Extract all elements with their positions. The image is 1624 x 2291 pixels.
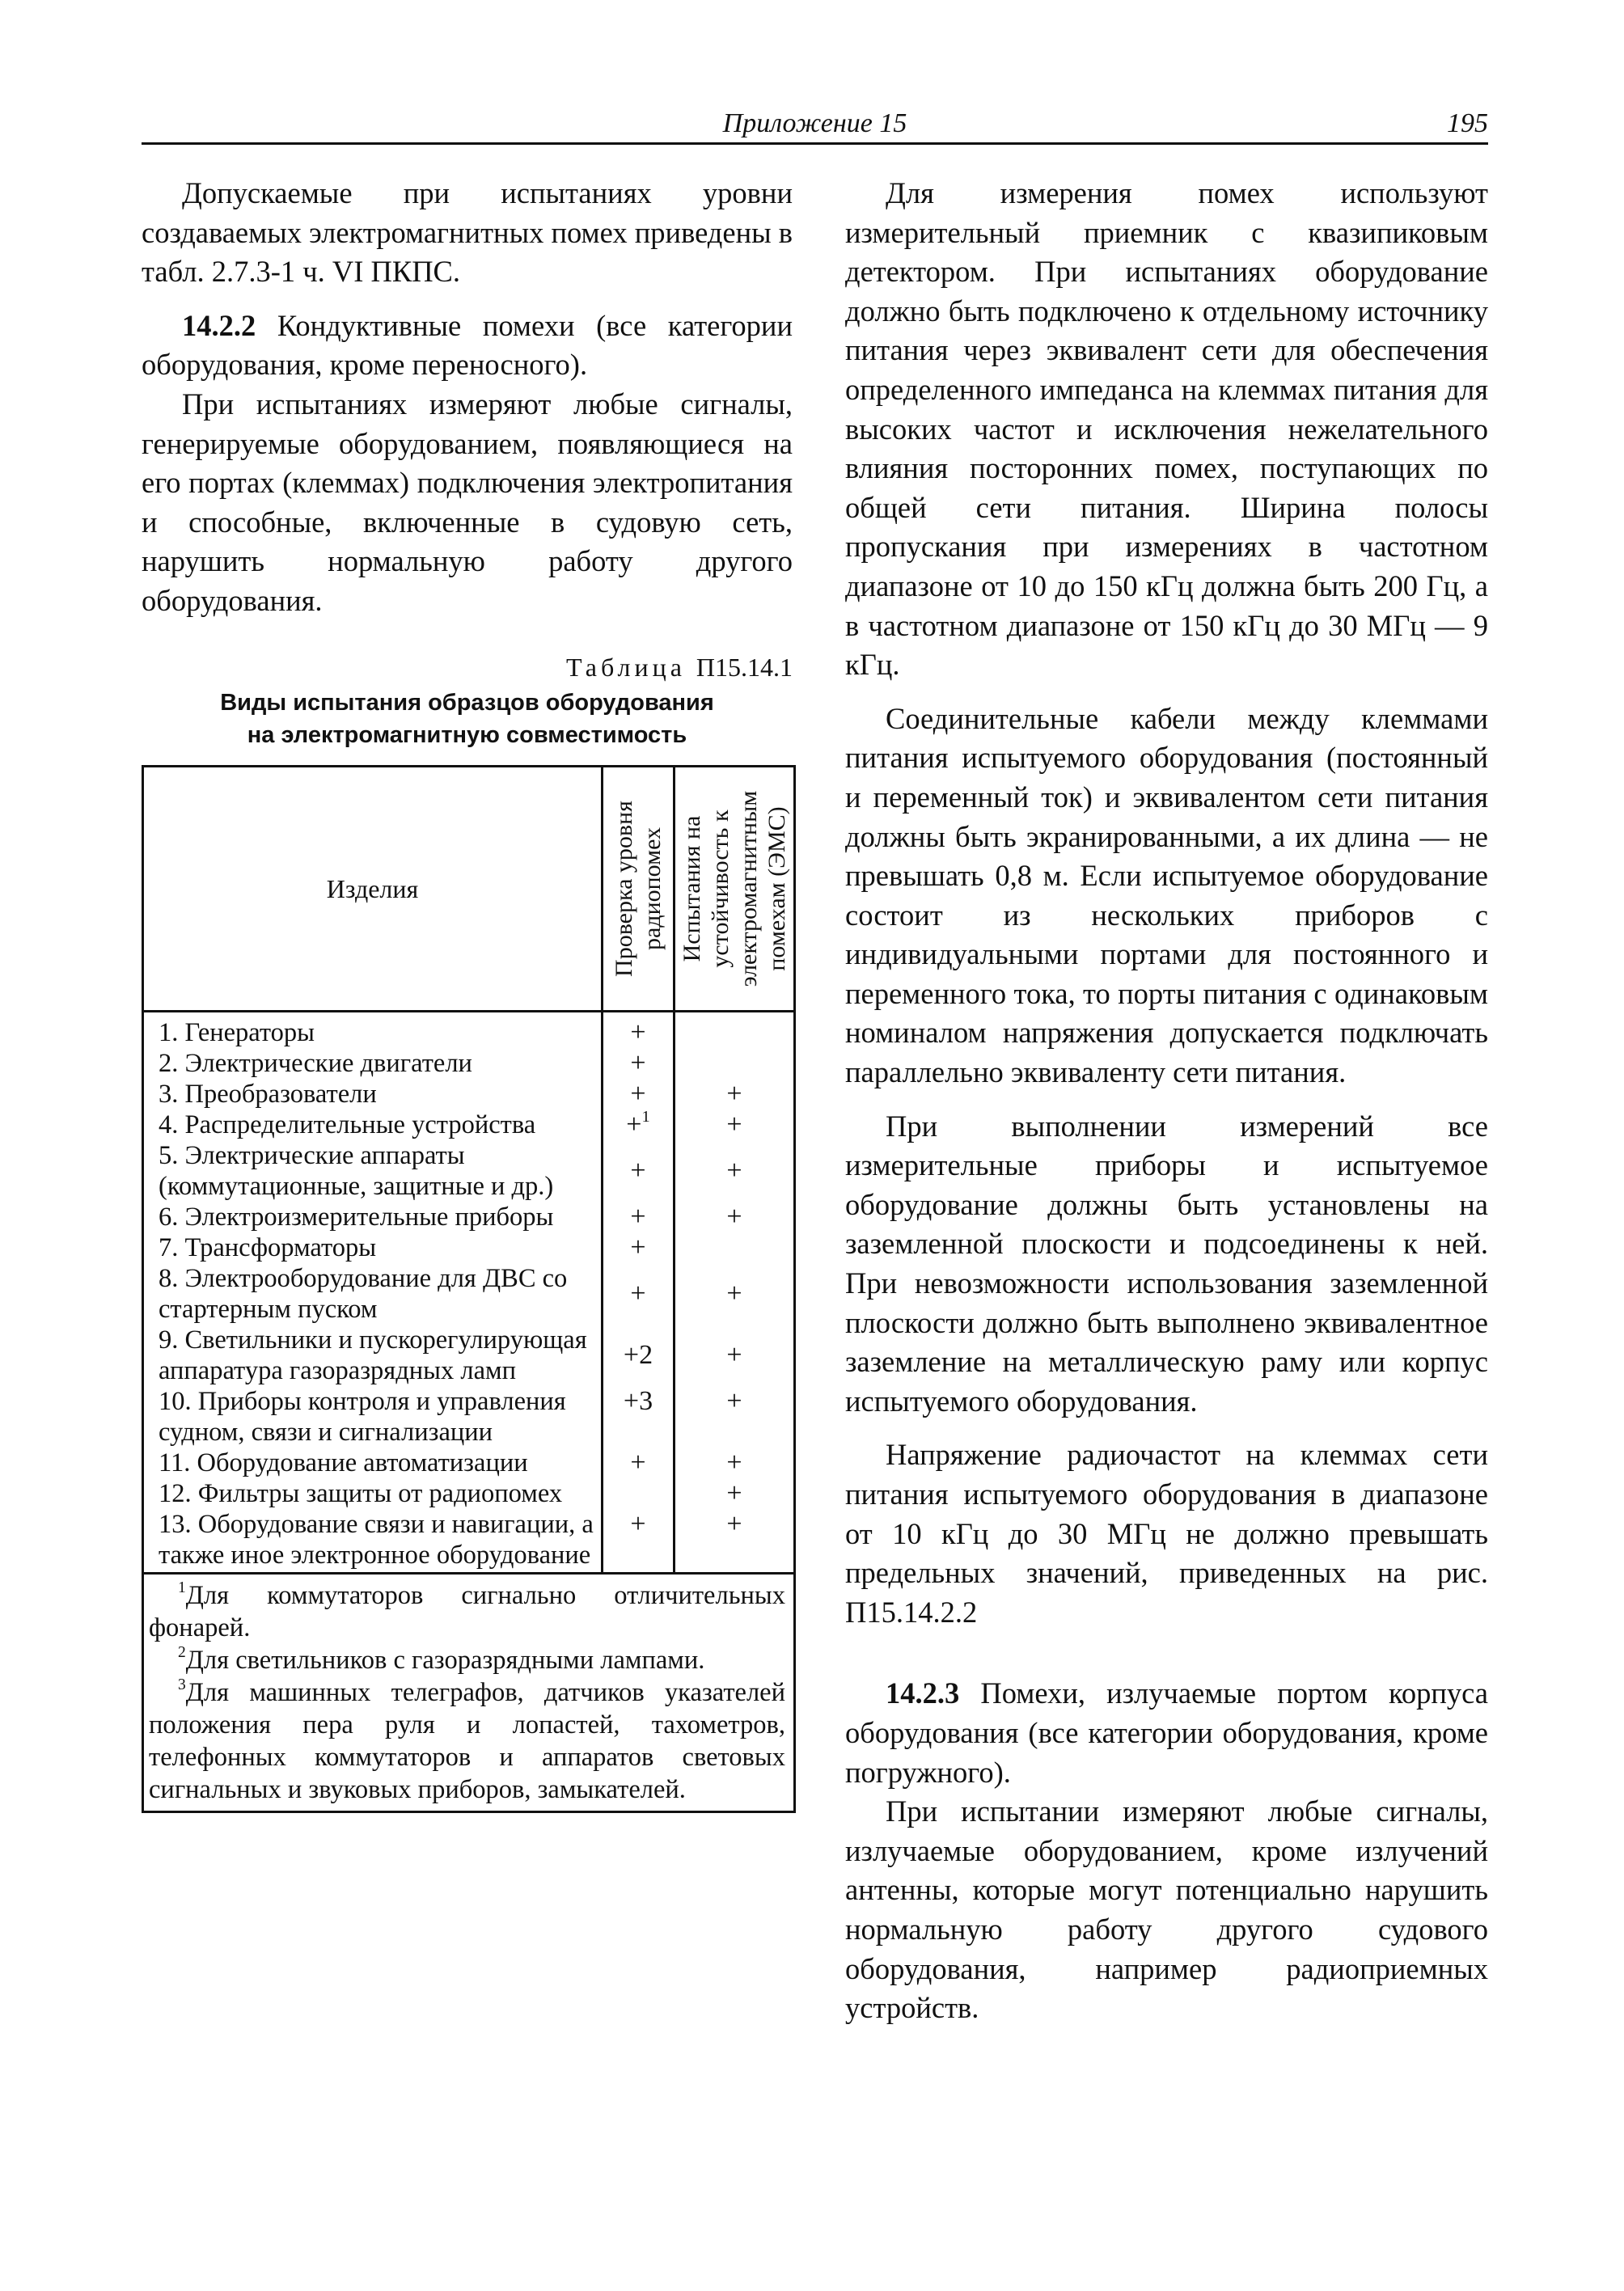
running-title: Приложение 15 <box>722 108 907 138</box>
section-14-2-2-heading <box>142 306 793 385</box>
emc-mark: + <box>675 1079 795 1110</box>
product-name: 6. Электроизмерительные приборы <box>143 1202 603 1232</box>
radio-check-mark <box>603 1263 675 1325</box>
table-row <box>143 1386 795 1448</box>
table-row <box>143 1509 795 1574</box>
right-paragraph-4: Напряжение радиочастот на клеммах сети питания испытуемого оборудования в диапазоне от 10 кГц до 30 МГц не должно превышать предельных значений, приведенных на рис. П15.14.2.2 <box>845 1438 1488 1629</box>
right-column <box>845 174 1488 2028</box>
emc-mark: + <box>675 1509 795 1574</box>
column-header-emc-text: Испытания на устойчивость к электромагнитным помехам (ЭМС) <box>679 790 790 987</box>
table-notes-row <box>143 1574 795 1812</box>
table-row <box>143 1110 795 1140</box>
footnote-text: Для коммутаторов сигнально отличительных фонарей. <box>149 1581 785 1642</box>
table-row <box>143 1202 795 1232</box>
page-header <box>142 104 1488 145</box>
equipment-test-table <box>142 765 796 1813</box>
radio-check-mark-value: + <box>630 1448 646 1477</box>
radio-check-mark-value: + <box>630 1232 646 1262</box>
product-name: 9. Светильники и пускорегулирующая аппаратура газоразрядных ламп <box>143 1325 603 1386</box>
product-name: 7. Трансформаторы <box>143 1232 603 1263</box>
radio-check-mark <box>603 1012 675 1049</box>
product-name: 10. Приборы контроля и управления судном, связи и сигнализации <box>143 1386 603 1448</box>
product-name: 12. Фильтры защиты от радиопомех <box>143 1478 603 1509</box>
emc-mark: + <box>675 1386 795 1448</box>
radio-check-mark <box>603 1509 675 1574</box>
emc-mark <box>675 1048 795 1079</box>
column-header-radio-check-text: Проверка уровня радиопомех <box>611 801 666 977</box>
radio-check-mark <box>603 1202 675 1232</box>
page-number: 195 <box>1447 108 1488 138</box>
radio-check-mark <box>603 1079 675 1110</box>
section-title: Кондуктивные помехи (все категории оборудования, кроме переносного). <box>142 308 793 382</box>
right-paragraph-2: Соединительные кабели между клеммами питания испытуемого оборудования (постоянный и переменный ток) и эквивалентом сети питания должны быть экранированными, а их длина — не превышать 0,8 м. Если испытуемое оборудование состоит из нескольких приборов с индивидуальными портами для постоянного и переменного тока, то порты питания с одинаковым номиналом напряжения допускается подключать параллельно эквиваленту сети питания. <box>845 701 1488 1089</box>
radio-check-mark <box>603 1448 675 1478</box>
radio-check-mark-value: + <box>630 1202 646 1232</box>
table-number-value: П15.14.1 <box>696 653 793 682</box>
product-name: 13. Оборудование связи и навигации, а также иное электронное оборудование <box>143 1509 603 1574</box>
radio-check-mark-value: +3 <box>623 1386 653 1416</box>
footnote-marker: 1 <box>641 1107 650 1126</box>
left-column <box>142 174 793 621</box>
table-row <box>143 1325 795 1386</box>
product-name: 1. Генераторы <box>143 1012 603 1049</box>
footnote-number: 2 <box>178 1644 186 1662</box>
table-header-row <box>143 767 795 1012</box>
radio-check-mark <box>603 1140 675 1202</box>
emc-mark: + <box>675 1202 795 1232</box>
radio-check-mark <box>603 1048 675 1079</box>
radio-check-mark <box>603 1107 675 1140</box>
radio-check-mark-value: + <box>630 1156 646 1186</box>
footnote-number: 3 <box>178 1676 186 1694</box>
radio-check-mark-value: + <box>630 1509 646 1539</box>
table-row <box>143 1232 795 1263</box>
section-title: Помехи, излучаемые портом корпуса оборудования (все категории оборудования, кроме погружного). <box>845 1676 1488 1789</box>
table-title-line-2: на электромагнитную совместимость <box>247 722 687 748</box>
right-paragraph-1: Для измерения помех используют измерительный приемник с квазипиковым детектором. При испытаниях оборудование должно быть подключено к отдельному источнику питания через эквивалент сети для обеспечения определенного импеданса на клеммах питания для высоких частот и исключения нежелательного влияния посторонних помех, поступающих по общей сети питания. Ширина полосы пропускания при измерениях в частотном диапазоне от 10 до 150 кГц должна быть 200 Гц, а в частотном диапазоне от 150 кГц до 30 МГц — 9 кГц. <box>845 176 1488 682</box>
radio-check-mark <box>603 1325 675 1386</box>
table-row <box>143 1478 795 1509</box>
emc-mark <box>675 1232 795 1263</box>
product-name: 4. Распределительные устройства <box>143 1110 603 1140</box>
section-number: 14.2.3 <box>886 1676 960 1710</box>
radio-check-mark-value: +2 <box>623 1340 653 1370</box>
product-name: 8. Электрооборудование для ДВС со стартерным пуском <box>143 1263 603 1325</box>
column-header-emc <box>675 767 795 1012</box>
emc-mark: + <box>675 1263 795 1325</box>
emc-mark: + <box>675 1478 795 1509</box>
emc-mark: + <box>675 1448 795 1478</box>
emc-mark: + <box>675 1140 795 1202</box>
table-row <box>143 1012 795 1049</box>
radio-check-mark <box>603 1232 675 1263</box>
table-footnote <box>149 1579 785 1644</box>
column-header-products: Изделия <box>143 767 603 1012</box>
emc-mark <box>675 1012 795 1049</box>
column-header-radio-check <box>603 767 675 1012</box>
radio-check-mark-value: + <box>630 1079 646 1109</box>
table-notes <box>143 1574 795 1812</box>
right-paragraph-3: При выполнении измерений все измерительные приборы и испытуемое оборудование должны быть установлены на заземленной плоскости и подсоединены к ней. При невозможности использования заземленной плоскости должно быть выполнено эквивалентное заземление на металлическую раму или корпус испытуемого оборудования. <box>845 1109 1488 1418</box>
radio-check-mark <box>603 1478 675 1509</box>
radio-check-mark <box>603 1386 675 1448</box>
table-body <box>143 1012 795 1574</box>
emc-mark: + <box>675 1110 795 1140</box>
footnote-text: Для светильников с газоразрядными лампами. <box>185 1646 705 1675</box>
product-name: 5. Электрические аппараты (коммутационные, защитные и др.) <box>143 1140 603 1202</box>
table-row <box>143 1448 795 1478</box>
table-caption <box>142 651 793 751</box>
footnote-text: Для машинных телеграфов, датчиков указателей положения пера руля и лопастей, тахометров, телефонных коммутаторов и аппаратов световых сигнальных и звуковых приборов, замыкателей. <box>149 1678 785 1804</box>
product-name: 3. Преобразователи <box>143 1079 603 1110</box>
table-label: Таблица <box>566 653 686 682</box>
section-number: 14.2.2 <box>182 308 256 342</box>
table-number <box>142 651 793 683</box>
radio-check-mark-value: + <box>630 1279 646 1308</box>
table-footnote <box>149 1676 785 1806</box>
table-row <box>143 1079 795 1110</box>
product-name: 2. Электрические двигатели <box>143 1048 603 1079</box>
table-footnote <box>149 1644 785 1676</box>
section-14-2-3-heading <box>845 1674 1488 1792</box>
product-name: 11. Оборудование автоматизации <box>143 1448 603 1478</box>
left-paragraph-1: Допускаемые при испытаниях уровни создаваемых электромагнитных помех приведены в табл. 2.7.3-1 ч. VI ПКПС. <box>142 176 793 289</box>
radio-check-mark-value: + <box>630 1017 646 1047</box>
table-row <box>143 1048 795 1079</box>
radio-check-mark-value: + <box>630 1048 646 1078</box>
emc-mark: + <box>675 1325 795 1386</box>
table-title <box>142 687 793 751</box>
radio-check-mark-value: + <box>626 1110 642 1139</box>
right-paragraph-5: При испытании измеряют любые сигналы, излучаемые оборудованием, кроме излучений антенны, которые могут потенциально нарушить нормальную работу другого судового оборудования, например радиоприемных устройств. <box>845 1794 1488 2025</box>
footnote-number: 1 <box>178 1579 186 1597</box>
table-row <box>143 1263 795 1325</box>
table-title-line-1: Виды испытания образцов оборудования <box>220 690 714 716</box>
left-paragraph-2: При испытаниях измеряют любые сигналы, генерируемые оборудованием, появляющиеся на его портах (клеммах) подключения электропитания и способные, включенные в судовую сеть, нарушить нормальную работу другого оборудования. <box>142 387 793 617</box>
table-row <box>143 1140 795 1202</box>
